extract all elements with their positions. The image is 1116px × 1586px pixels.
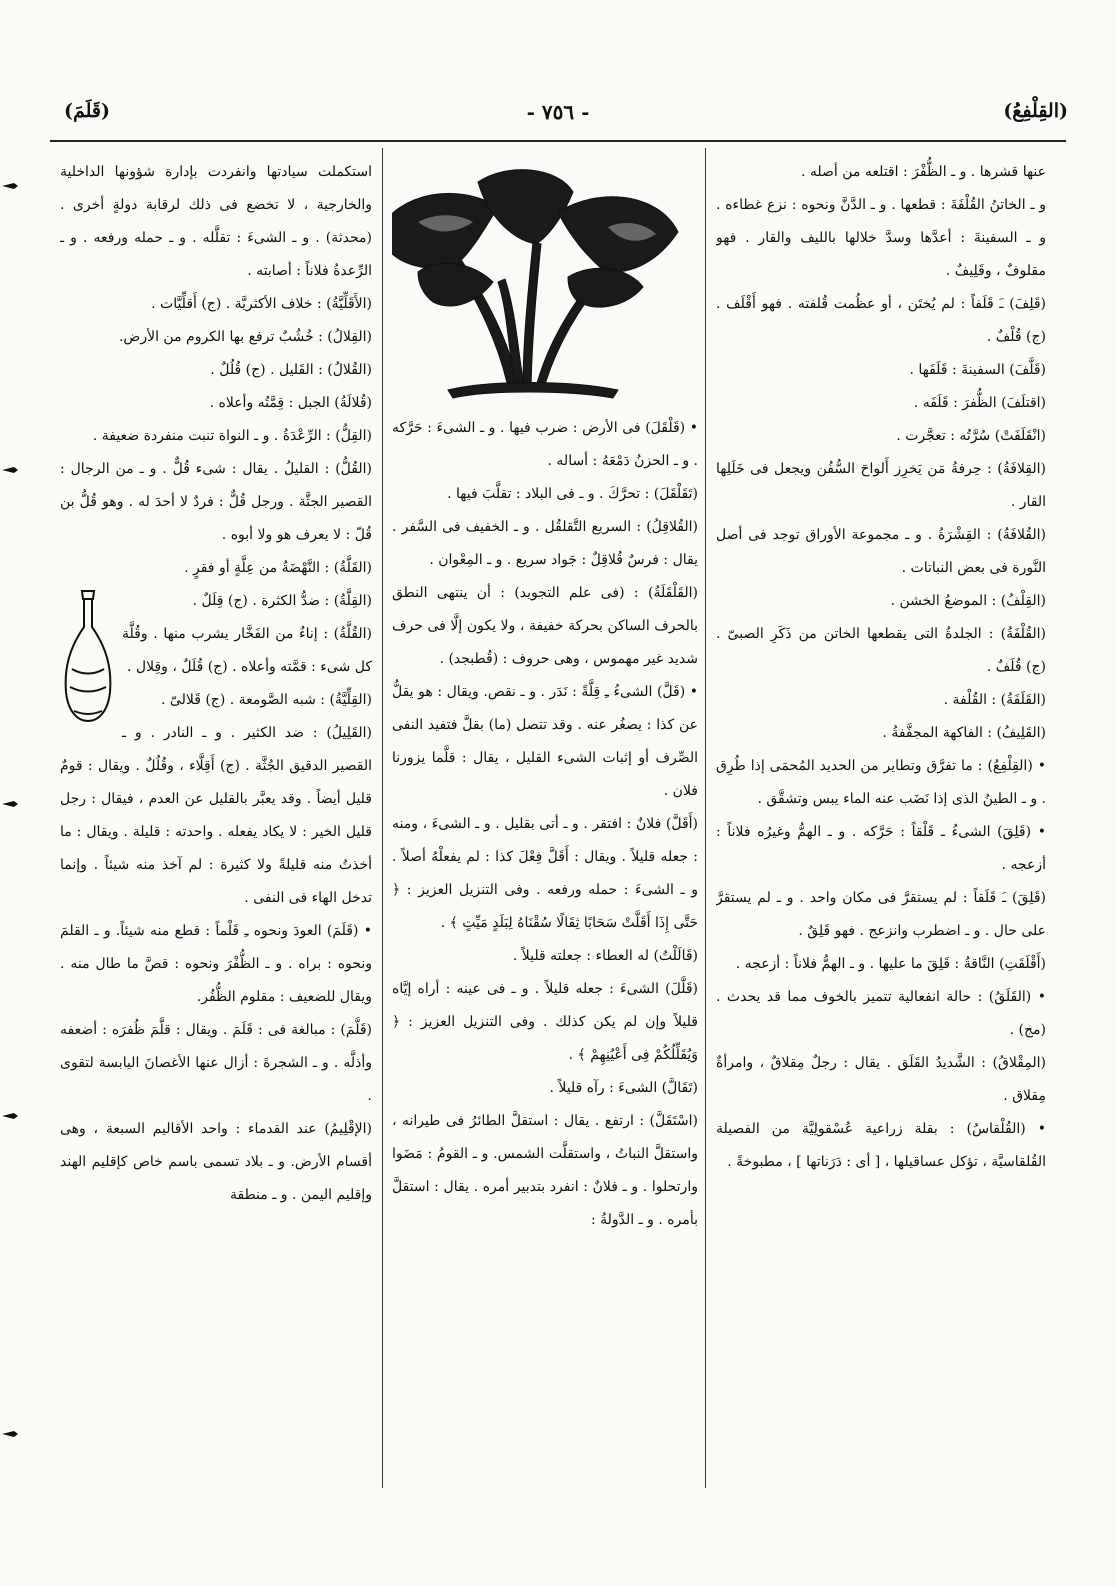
entry: (القُلاقِلُ) : السريع التَّقلقُل . و ـ الخفيف فى السَّفر . يقال : فرسٌ قُلاقِلٌ : جَواد سريع . و ـ المِعْوان . [392, 519, 698, 568]
entry: • (قَلَمَ) العودَ ونحوه ـِ قَلْماً : قطع منه شيئاً. و ـ القلمَ ونحوه : براه . و ـ الظُّفْرَ ونحوه : قصَّ ما طال منه . ويقال للضعيف : مقلوم الظُّفُر. [60, 923, 372, 1005]
entry: (القِلْفُ) : الموضعُ الخشن . [890, 593, 1046, 609]
margin-arrow-icon [2, 1430, 18, 1438]
header-rule [50, 140, 1066, 142]
middle-column [392, 156, 698, 1476]
taro-plant-illustration [392, 162, 698, 402]
entry: (المِقْلاقُ) : الشَّديدُ القَلَق . يقال : رجلٌ مِقلاقٌ ، وامرأةٌ مِقلاق . [716, 1055, 1046, 1104]
margin-arrow-icon [2, 800, 18, 808]
entry: (القِلُّ) : الرِّعْدَةُ . و ـ النواة تنبت منفردة ضعيفة . [92, 428, 372, 444]
entry: (قَلَّلَ) الشىءَ : جعله قليلاً . و ـ فى عينه : أراه إيَّاه قليلاً وإن لم يكن كذلك . وفى التنزيل العزيز : ﴿ وَيُقَلِّلُكُمْ فِى أَعْيُنِهِمْ ﴾ . [392, 981, 698, 1063]
qulla-jug-illustration [60, 587, 116, 727]
entry: (تَقَلْقَلَ) : تحرَّكَ . و ـ فى البلاد : تقلَّبَ فيها . [447, 486, 698, 502]
entry: (القِلَّةُ) : ضدُّ الكثرة . (ج) قِلَلٌ . [192, 593, 372, 609]
entry: (تَقَالَّ) الشىءَ : رآه قليلاً . [549, 1080, 698, 1096]
margin-arrow-icon [2, 1112, 18, 1120]
entry: (الإقْلِيمُ) عند القدماء : واحد الأقاليم السبعة ، وهى أقسام الأرض. و ـ بلاد تسمى باسم خاص كإقليم الهند وإقليم اليمن . و ـ منطقة [60, 1121, 372, 1203]
entry: • (قَلِقَ) الشىءُ ـ قَلْقاً : حَرَّكه . و ـ الهمُّ وغيرُه فلاناً : أزعجه . [716, 824, 1046, 873]
entry: (قَلِفَ) ـَ قَلَفاً : لم يُختَن ، أو عظُمت قُلفته . فهو أَقْلَف . (ج) قُلْفٌ . [716, 296, 1046, 345]
entry: (القُلَّةُ) : إناءٌ من الفَخَّار يشرب منها . وقُلَّة كل شىء : قمَّته وأعلاه . (ج) قُلَلٌ ، وقِلال . [122, 626, 372, 675]
page-number: - ٧٥٦ - [526, 100, 590, 124]
entry: (أَقْلَقَتِ) النَّاقةُ : قَلِقَ ما عليها . و ـ الهمُّ فلاناً : أزعجه . [735, 956, 1046, 972]
entry: (الأَقَلِّيَّةُ) : خلاف الأكثريَّة . (ج) أَقلِّيَّات . [151, 296, 372, 312]
entry: (القِلالُ) : خُشُبٌ ترفع بها الكروم من الأرض. [118, 329, 372, 345]
entry: (قَلِقَ) ـَ قَلَقاً : لم يستقرَّ فى مكان واحد . و ـ لم يستقرَّ على حال . و ـ اضطرب وانزعج . فهو قَلِقٌ . [716, 890, 1046, 939]
entry: (القَلَّةُ) : النَّهْضَةُ من عِلَّةٍ أو فقرٍ . [184, 560, 372, 576]
entry: (القُلْفَةُ) : الجلدةُ التى يقطعها الخاتن من ذَكَرِ الصبىّ . (ج) قُلَفٌ . [716, 626, 1046, 675]
entry: (قَلَّمَ) : مبالغة فى : قَلَمَ . ويقال : قلَّمَ ظُفرَه : أضعفه وأذلَّه . و ـ الشجرةَ : أزال عنها الأغصانَ اليابسة لتقوى . [60, 1022, 372, 1104]
left-column [60, 156, 372, 1476]
entry: (القُلُّ) : القليلُ . يقال : شىء قُلٌّ . و ـ من الرجال : القصير الجثَّة . ورجل قُلٌّ : فردٌ لا أحدَ له . وهو قُلُّ بن قُلّ : لا يعرف هو ولا أبوه . [60, 461, 372, 543]
entry: (أَقَلَّ) فلانٌ : افتقر . و ـ أتى بقليل . و ـ الشىءَ ، ومنه : جعله قليلاً . ويقال : أَقَلَّ فِعْلَ كذا : لم يفعلْهُ أصلاً . و ـ الشىءَ : حمله ورفعه . وفى التنزيل العزيز : ﴿ حَتَّى إِذَا أَقَلَّتْ سَحَابًا ثِقَالًا سُقْنَاهُ لِبَلَدٍ مَيِّتٍ ﴾ . [392, 816, 698, 931]
margin-arrow-icon [2, 466, 18, 474]
margin-arrow-icon [2, 182, 18, 190]
entry: و ـ الخاتنُ القُلْفَةَ : قطعها . و ـ الدَّنَّ ونحوه : نزع غطاءه . و ـ السفينةَ : أعدَّها وسدَّ خلالها بالليف والقار . فهو مقلوفٌ ، وقَلِيفٌ . [716, 197, 1046, 279]
header-guide-word-right: (القِلْفِعُ) [1003, 100, 1068, 122]
entry: (القَلْقَلَةُ) : (فى علم التجويد) : أن ينتهى النطق بالحرف الساكن بحركة خفيفة ، ولا يكون إلَّا فى حرف شديد غير مهموس ، وهى حروف : (قُطبجد) . [392, 585, 698, 667]
header-guide-word-left: (قَلَمَ) [64, 100, 110, 122]
entry: عنها قشرها . و ـ الظُّفْرَ : اقتلعه من أصله . [800, 164, 1046, 180]
entry: (قُلالَةُ) الجبل : قِمَّتُه وأعلاه . [209, 395, 372, 411]
entry: (قَالَلْتُ) له العطاء : جعلته قليلاً . [512, 948, 698, 964]
entry: (قَلَّفَ) السفينةَ : قَلَفَها . [909, 362, 1046, 378]
entry: • (قَلْقَلَ) فى الأرض : ضرب فيها . و ـ الشىءَ : حَرَّكه . و ـ الحزنُ دَمْعَهُ : أساله . [392, 420, 698, 469]
entry: (القُلافَةُ) : القِشْرَةُ . و ـ مجموعة الأوراق توجد فى أصل النَّورة فى بعض النباتات . [716, 527, 1046, 576]
entry: (اسْتَقَلَّ) : ارتفع . يقال : استقلَّ الطائرُ فى طيرانه ، واستقلَّ النباتُ ، واستقلَّت الشمس. و ـ القومُ : مَضَوا وارتحلوا . و ـ فلانٌ : انفرد بتدبير أمره . يقال : استقلَّ بأمره . و ـ الدَّولةُ : [392, 1113, 698, 1228]
entry: • (القِلْفِعُ) : ما تفرَّق وتطاير من الحديد المُحمَى إذا طُرِق . و ـ الطينُ الذى إذا نَضَب عنه الماء يبس وتشقَّق . [716, 758, 1046, 807]
column-divider-left [382, 148, 383, 1488]
entry: (القَلِيفُ) : الفاكهة المجفَّفةُ . [882, 725, 1046, 741]
entry: (القُلالُ) : القَليل . (ج) قُلُلٌ . [210, 362, 372, 378]
entry: استكملت سيادتها وانفردت بإدارة شؤونها الداخلية والخارجية ، لا تخضع فى ذلك لرقابة دولةٍ أخرى . (محدثة) . و ـ الشىءَ : تقلَّله . و ـ حمله ورفعه . و ـ الرِّعدةُ فلاناً : أصابته . [60, 164, 372, 279]
entry: (القِلافَةُ) : حِرفةُ مَن يَخرِز أَلواحَ السُّفُن ويجعل فى خَلَلِها القار . [716, 461, 1046, 510]
page-header [40, 98, 1076, 138]
entry: • (القَلَقُ) : حالة انفعالية تتميز بالخوف مما قد يحدث . (مج) . [716, 989, 1046, 1038]
entry: • (القُلْقاسُ) : بقلة زراعية عُسْقولِيَّة من الفصيلة القُلقاسيَّة ، تؤكل عساقيلها ، [ أى : دَرَناتها ] ، مطبوخةً . [716, 1121, 1046, 1170]
right-column [716, 156, 1046, 1476]
entry: (انْقَلَفَتْ) سُرَّتُه : تعجَّرت . [896, 428, 1046, 444]
entry: • (قَلَّ) الشىءُ ـِ قِلَّةً : نَدَر . و ـ نقص. ويقال : هو يقلُّ عن كذا : يصغُر عنه . وقد تتصل (ما) بقلَّ فتفيد النفى الصِّرف أو إثبات الشىء القليل ، يقال : قلَّما يزورنا فلان . [392, 684, 698, 799]
column-divider-right [705, 148, 706, 1488]
entry: (القَلَفَةُ) : القُلْفة . [943, 692, 1046, 708]
entry: (القِلِّيَّةُ) : شبه الصَّومعة . (ج) قَلالىّ . [161, 692, 372, 708]
entry: (اقتلَفَ) الظُّفرَ : قَلَفَه . [913, 395, 1046, 411]
entry: (القَلِيلُ) : ضد الكثير . و ـ النادر . و ـ القصير الدقيق الجُثَّة . (ج) أَقِلَّاء ، وقُلُلٌ . ويقال : قومٌ قليل أيضاً . وقد يعبَّر بالقليل عن العدم ، فيقال : رجل قليل الخير : لا يكاد يفعله . واحدته : قليلة . ويقال : ما أخذتُ منه قليلةً ولا كثيرة : لم آخذ منه شيئاً . وإنما تدخل الهاء فى النفى . [60, 725, 372, 906]
